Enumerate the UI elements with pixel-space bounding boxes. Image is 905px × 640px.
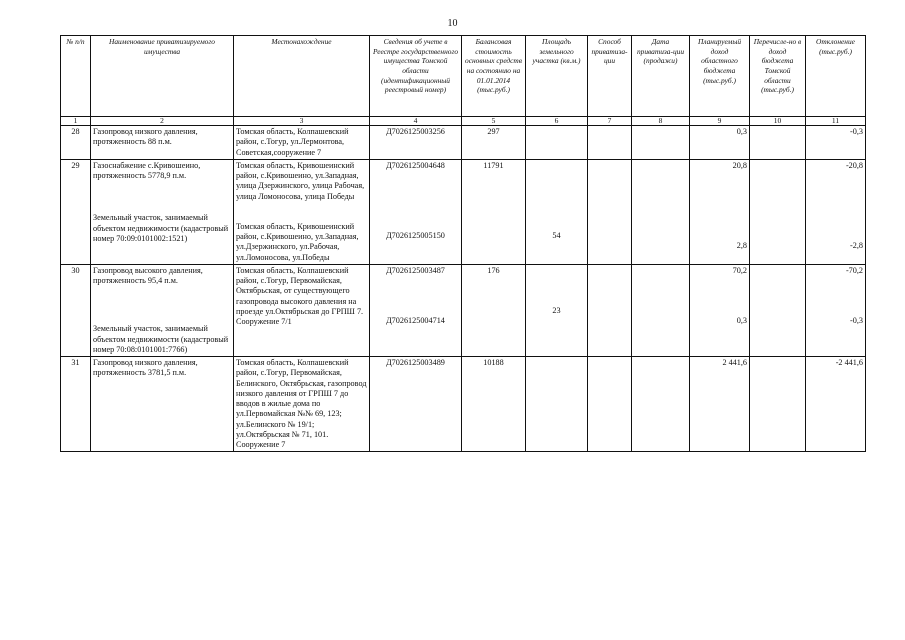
registry-number: Д7026125003489 [370, 357, 462, 452]
privatization-method [588, 159, 632, 264]
registry-number: Д7026125003487 [386, 265, 445, 275]
property-name: Газопровод низкого давления, протяженность 88 п.м. [91, 126, 234, 160]
location: Томская область, Колпашевский район, с.Тогур, ул.Лермонтова, Советская,сооружение 7 [234, 126, 370, 160]
row-number: 28 [61, 126, 91, 160]
land-area-cell [526, 264, 588, 356]
table-row [61, 357, 866, 452]
privatization-date [632, 357, 690, 452]
registry-cell [370, 159, 462, 264]
land-plot-income: 2,8 [736, 241, 747, 250]
header-row [61, 36, 866, 117]
location: Томская область, Колпашевский район, с.Тогур, Первомайская, Октябрьская, от существующего газопровода высокого давления на проезде ул.Октябрьская до ГРПШ 7. Сооружение 7/1 [234, 264, 370, 356]
land-plot-registry: Д7026125004714 [386, 316, 445, 325]
location: Томская область, Кривошеинский район, с.Кривошеино, ул.Западная, улица Дзержинского, улица Рабочая, улица Ломоносова, улица Победы [236, 160, 365, 201]
deviation: -20,8 [845, 160, 863, 170]
column-number: 11 [806, 117, 866, 126]
planned-income: 20,8 [732, 160, 747, 170]
transferred-amount [750, 264, 806, 356]
privatization-date [632, 159, 690, 264]
row-number: 31 [61, 357, 91, 452]
property-name-cell [91, 264, 234, 356]
privatization-table [60, 35, 866, 452]
land-area-cell [526, 159, 588, 264]
land-plot-name: Земельный участок, занимаемый объектом недвижимости (кадастровый номер 70:08:0101001:7766) [93, 324, 229, 354]
column-number: 10 [750, 117, 806, 126]
column-number: 6 [526, 117, 588, 126]
registry-cell [370, 264, 462, 356]
privatization-date [632, 126, 690, 160]
land-plot-area: 23 [552, 305, 561, 315]
property-name-cell [91, 159, 234, 264]
property-name: Газоснабжение с.Кривошеино, протяженность 5778,9 п.м. [93, 160, 201, 180]
column-number: 8 [632, 117, 690, 126]
privatization-method [588, 126, 632, 160]
land-plot-location: Томская область, Кривошеинский район, с.Кривошеино, ул.Западная, ул.Дзержинского, ул.Рабочая, ул.Ломоносова, ул.Победы [236, 221, 359, 262]
column-number: 2 [91, 117, 234, 126]
header-cell: Перечисле-но в доход бюджета Томской области (тыс.руб.) [750, 36, 806, 117]
planned-income-cell [690, 159, 750, 264]
land-plot-deviation: -2,8 [850, 241, 863, 250]
table-row [61, 159, 866, 264]
header-cell: Отклонение (тыс.руб.) [806, 36, 866, 117]
registry-number: Д7026125004648 [386, 160, 445, 170]
transferred-amount [750, 126, 806, 160]
location: Томская область, Колпашевский район, с.Тогур, Первомайская, Белинского, Октябрьская, газопровод низкого давления от ГРПШ 7 до вводов в жилые дома по ул.Первомайская №№ 69, 123; ул.Белинского № 19/1; ул.Октябрьская № 71, 101. Сооружение 7 [234, 357, 370, 452]
column-number: 1 [61, 117, 91, 126]
column-number: 9 [690, 117, 750, 126]
column-number: 4 [370, 117, 462, 126]
header-cell: Сведения об учете в Реестре государственного имущества Томской области (идентификационный реестровый номер) [370, 36, 462, 117]
column-number-row [61, 117, 866, 126]
land-plot-income: 0,3 [736, 316, 747, 325]
transferred-amount [750, 159, 806, 264]
land-plot-registry: Д7026125005150 [386, 231, 445, 240]
registry-number: Д7026125003256 [370, 126, 462, 160]
column-number: 5 [462, 117, 526, 126]
deviation-cell [806, 264, 866, 356]
deviation: -0,3 [806, 126, 866, 160]
row-number: 29 [61, 159, 91, 264]
land-plot-deviation: -0,3 [850, 316, 863, 325]
transferred-amount [750, 357, 806, 452]
column-number: 3 [234, 117, 370, 126]
property-name: Газопровод высокого давления, протяженность 95,4 п.м. [93, 265, 203, 285]
deviation-cell [806, 159, 866, 264]
planned-income: 70,2 [732, 265, 747, 275]
table-row [61, 126, 866, 160]
balance-value: 176 [462, 264, 526, 356]
balance-value: 10188 [462, 357, 526, 452]
table-row [61, 264, 866, 356]
deviation: -2 441,6 [806, 357, 866, 452]
balance-value: 11791 [462, 159, 526, 264]
privatization-date [632, 264, 690, 356]
header-cell: Наименование приватизируемого имущества [91, 36, 234, 117]
land-plot-name: Земельный участок, занимаемый объектом недвижимости (кадастровый номер 70:09:0101002:1521) [93, 213, 229, 243]
header-cell: Местонахождение [234, 36, 370, 117]
planned-income: 2 441,6 [690, 357, 750, 452]
header-cell: Дата приватиза-ции (продажи) [632, 36, 690, 117]
header-cell: № п/п [61, 36, 91, 117]
property-name: Газопровод низкого давления, протяженность 3781,5 п.м. [91, 357, 234, 452]
location-cell [234, 159, 370, 264]
row-number: 30 [61, 264, 91, 356]
deviation: -70,2 [845, 265, 863, 275]
balance-value: 297 [462, 126, 526, 160]
column-number: 7 [588, 117, 632, 126]
privatization-method [588, 357, 632, 452]
privatization-method [588, 264, 632, 356]
header-cell: Балансовая стоимость основных средств на состоянию на 01.01.2014 (тыс.руб.) [462, 36, 526, 117]
land-area [526, 126, 588, 160]
header-cell: Площадь земельного участка (кв.м.) [526, 36, 588, 117]
land-area [526, 357, 588, 452]
planned-income: 0,3 [690, 126, 750, 160]
land-plot-area: 54 [552, 230, 561, 240]
header-cell: Планируемый доход областного бюджета (тыс.руб.) [690, 36, 750, 117]
header-cell: Способ приватиза-ции [588, 36, 632, 117]
page-number: 10 [447, 18, 458, 29]
planned-income-cell [690, 264, 750, 356]
